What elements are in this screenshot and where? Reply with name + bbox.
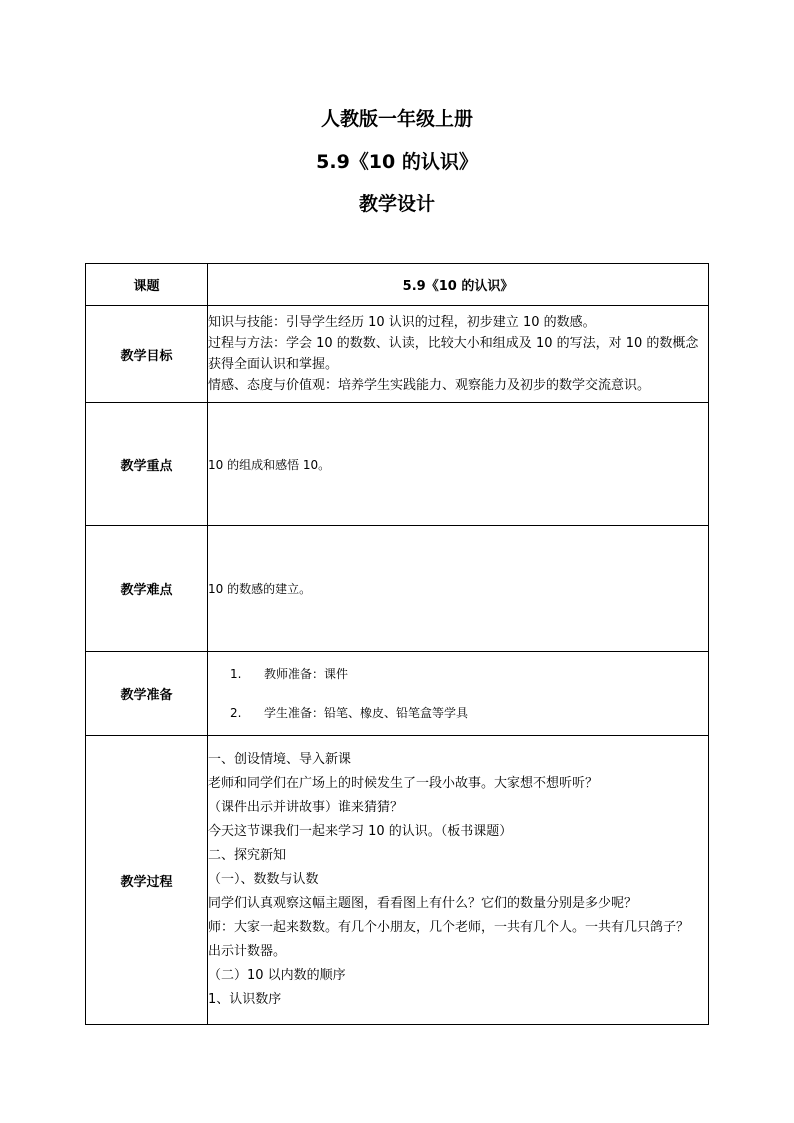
prep-item: [230, 703, 708, 724]
difficulty-value: 10 的数感的建立。: [208, 582, 312, 596]
goals-label: 教学目标: [86, 306, 208, 403]
table-row-key: [86, 403, 709, 526]
process-line: （课件出示并讲故事）谁来猜猜？: [208, 800, 404, 815]
process-line: 1、认识数序: [208, 992, 282, 1007]
prep-content: [208, 652, 709, 736]
table-row-process: [86, 736, 709, 1025]
prep-label: 教学准备: [86, 652, 208, 736]
key-content: [208, 403, 709, 526]
table-row-prep: [86, 652, 709, 736]
prep-item-number: 1.: [230, 666, 242, 681]
table-row-topic: [86, 264, 709, 306]
topic-label: 课题: [86, 264, 208, 306]
goal-knowledge: 知识与技能：引导学生经历 10 认识的过程，初步建立 10 的数感。: [208, 315, 596, 330]
prep-item-text: 学生准备：铅笔、橡皮、铅笔盒等学具: [264, 705, 469, 720]
lesson-plan-table: [85, 263, 709, 1025]
process-label: 教学过程: [86, 736, 208, 1025]
topic-value: 5.9《10 的认识》: [208, 264, 709, 306]
goals-content: [208, 306, 709, 403]
prep-item-text: 教师准备：课件: [264, 666, 349, 681]
difficulty-label: 教学难点: [86, 526, 208, 652]
process-content: [208, 736, 709, 1025]
document-subtitle: 教学设计: [358, 193, 435, 215]
key-label: 教学重点: [86, 403, 208, 526]
prep-item-number: 2.: [230, 705, 242, 720]
prep-item: [230, 664, 708, 685]
process-line: 师：大家一起来数数。有几个小朋友，几个老师，一共有几个人。一共有几只鸽子？: [208, 920, 690, 935]
process-line: 同学们认真观察这幅主题图，看看图上有什么？它们的数量分别是多少呢？: [208, 896, 638, 911]
process-line: 一、创设情境、导入新课: [208, 752, 352, 767]
process-line: 二、探究新知: [208, 848, 287, 863]
process-line: （二）10 以内数的顺序: [208, 968, 346, 983]
process-line: 今天这节课我们一起来学习 10 的认识。（板书课题）: [208, 824, 513, 839]
process-line: 出示计数器。: [208, 944, 287, 959]
goal-process: 过程与方法：学会 10 的数数、认读，比较大小和组成及 10 的写法，对 10 的数概念获得全面认识和掌握。: [208, 336, 699, 372]
process-line: 老师和同学们在广场上的时候发生了一段小故事。大家想不想听听？: [208, 776, 599, 791]
table-row-difficulty: [86, 526, 709, 652]
process-line: （一）、数数与认数: [208, 872, 319, 887]
table-row-goals: [86, 306, 709, 403]
goal-attitude: 情感、态度与价值观：培养学生实践能力、观察能力及初步的数学交流意识。: [208, 378, 651, 393]
lesson-title: 5.9《10 的认识》: [316, 151, 478, 173]
document-title: 人教版一年级上册: [320, 108, 473, 130]
key-value: 10 的组成和感悟 10。: [208, 457, 331, 472]
difficulty-content: [208, 526, 709, 652]
